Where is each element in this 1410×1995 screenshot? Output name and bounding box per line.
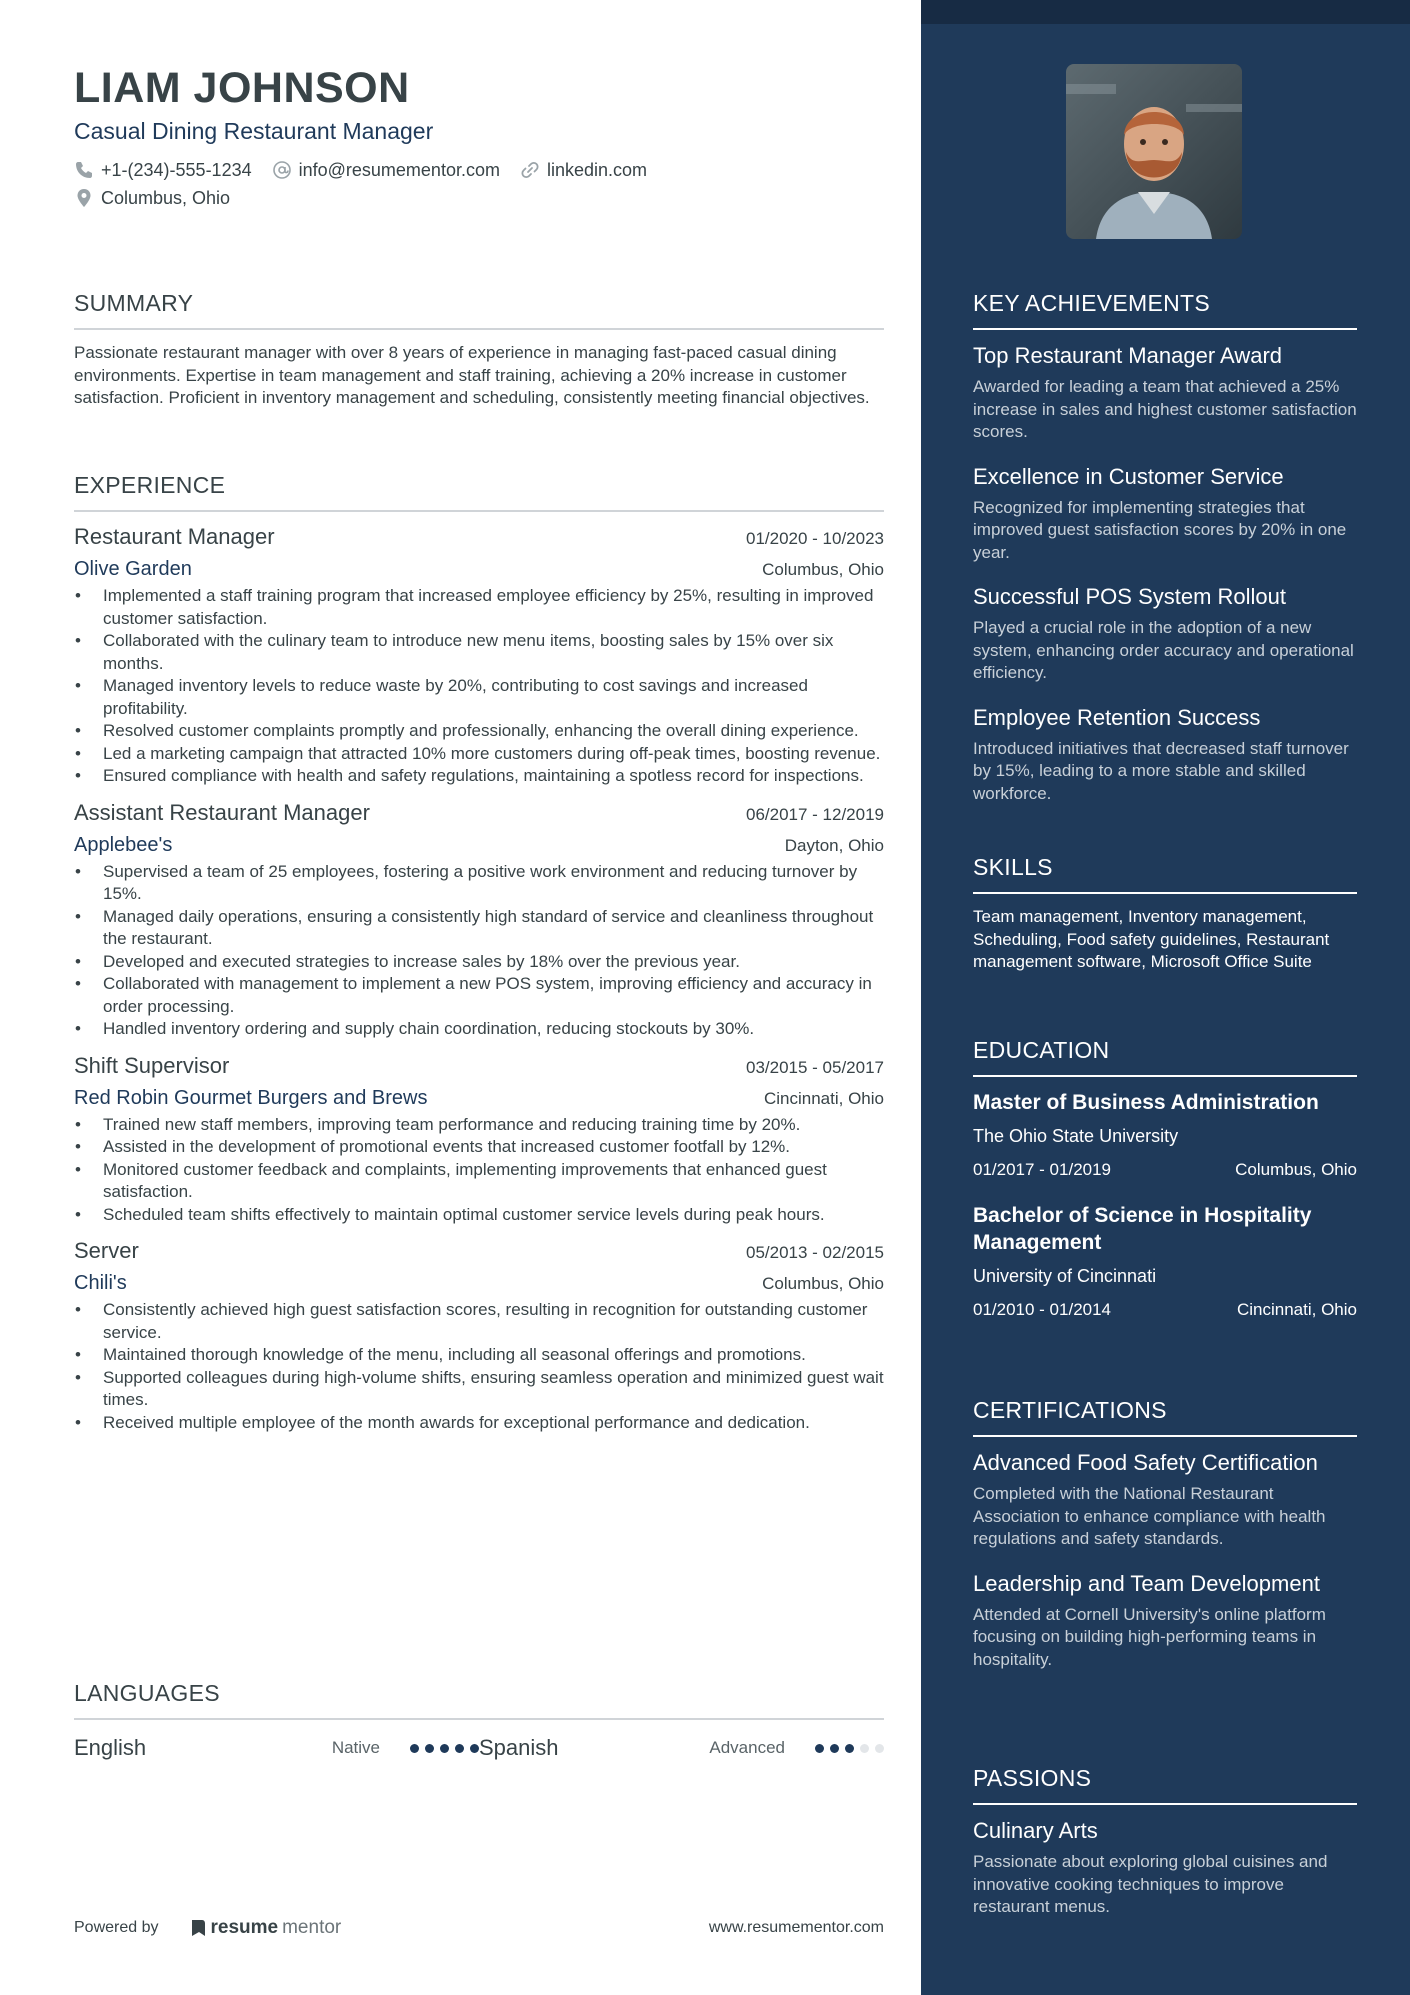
job-bullets	[74, 861, 884, 1041]
languages-section	[74, 1680, 884, 1764]
job-list	[74, 524, 884, 1434]
skills-text: Team management, Inventory management, Scheduling, Food safety guidelines, Restaurant management software, Microsoft Office Suite	[973, 907, 1330, 971]
job-dates: 05/2013 - 02/2015	[745, 1243, 884, 1262]
profile-photo-image	[1066, 64, 1242, 239]
linkedin-text[interactable]: linkedin.com	[546, 159, 648, 180]
rating-dot	[440, 1744, 449, 1753]
certification	[973, 1570, 1357, 1672]
sidebar	[921, 0, 1410, 1995]
certification-title: Advanced Food Safety Certification	[973, 1450, 1318, 1475]
bullet-item: • Trained new staff members, improving team performance and reducing training time by 20%.	[74, 1114, 884, 1137]
contact-info	[74, 160, 884, 216]
passion	[973, 1817, 1357, 1919]
certification-desc: Attended at Cornell University's online platform focusing on building high-performing teams in hospitality.	[973, 1604, 1326, 1669]
phone-text: +1-(234)-555-1234	[101, 159, 252, 180]
contact-linkedin[interactable]	[520, 160, 647, 181]
bullet-item: • Managed daily operations, ensuring a consistently high standard of service and cleanliness throughout the restaurant.	[74, 906, 884, 951]
rating-dot	[845, 1744, 854, 1753]
bullet-item: • Implemented a staff training program that increased employee efficiency by 25%, resulting in improved customer satisfaction.	[74, 585, 884, 630]
job-company: Applebee's	[74, 833, 173, 856]
rating-dot	[425, 1744, 434, 1753]
achievement-title: Successful POS System Rollout	[973, 584, 1287, 609]
education-location: Cincinnati, Ohio	[1236, 1300, 1357, 1319]
email-text[interactable]: info@resumementor.com	[298, 159, 500, 180]
job-entry	[74, 1053, 884, 1227]
education-degree: Master of Business Administration	[973, 1091, 1319, 1114]
job-subheader	[74, 1268, 884, 1299]
at-icon	[272, 160, 292, 180]
profile-photo	[1066, 64, 1242, 239]
passions-heading: PASSIONS	[973, 1765, 1357, 1805]
bullet-item: • Collaborated with management to implement a new POS system, improving efficiency and accuracy in order processing.	[74, 973, 884, 1018]
education-degree: Bachelor of Science in Hospitality Management	[973, 1204, 1312, 1254]
passion-list	[973, 1817, 1357, 1919]
rating-dot	[410, 1744, 419, 1753]
passion-desc: Passionate about exploring global cuisines and innovative cooking techniques to improve restaurant menus.	[973, 1852, 1328, 1916]
job-title: Casual Dining Restaurant Manager	[74, 118, 434, 144]
education-list	[973, 1089, 1357, 1320]
bullet-item: • Maintained thorough knowledge of the menu, including all seasonal offerings and promotions.	[74, 1344, 884, 1367]
skills-heading: SKILLS	[973, 854, 1357, 894]
contact-phone	[74, 160, 252, 181]
achievement-desc: Recognized for implementing strategies that improved guest satisfaction scores by 20% in one year.	[973, 497, 1347, 562]
job-header	[74, 1053, 884, 1083]
certification-title: Leadership and Team Development	[973, 1570, 1320, 1596]
job-subheader	[74, 830, 884, 861]
job-entry	[74, 524, 884, 788]
link-icon	[520, 160, 540, 180]
candidate-name: LIAM JOHNSON	[74, 64, 410, 112]
education-meta	[973, 1300, 1357, 1320]
bullet-item: • Consistently achieved high guest satisfaction scores, resulting in recognition for outstanding customer service.	[74, 1299, 884, 1344]
achievement	[973, 342, 1357, 444]
language-rating	[815, 1744, 884, 1753]
job-location: Cincinnati, Ohio	[763, 1088, 884, 1108]
certification-list	[973, 1449, 1357, 1671]
bullet-item: • Managed inventory levels to reduce waste by 20%, contributing to cost savings and increased profitability.	[74, 675, 884, 720]
certifications-heading: CERTIFICATIONS	[973, 1397, 1357, 1437]
education-school: The Ohio State University	[973, 1126, 1179, 1146]
language-name: Spanish	[479, 1735, 559, 1760]
education-dates: 01/2010 - 01/2014	[973, 1300, 1112, 1319]
achievement	[973, 704, 1357, 806]
job-bullets	[74, 1299, 884, 1434]
certification-desc: Completed with the National Restaurant Association to enhance compliance with health regulations and safety standards.	[973, 1484, 1326, 1548]
education-school: University of Cincinnati	[973, 1266, 1157, 1286]
brand-light: mentor	[282, 1917, 342, 1938]
job-bullets	[74, 585, 884, 788]
achievement-desc: Awarded for leading a team that achieved a 25% increase in sales and highest customer satisfaction scores.	[973, 377, 1357, 441]
job-header	[74, 1238, 884, 1268]
passions-section	[973, 1765, 1357, 1938]
bullet-item: • Supported colleagues during high-volume shifts, ensuring seamless operation and minimized guest wait times.	[74, 1367, 884, 1412]
achievement-desc: Played a crucial role in the adoption of a new system, enhancing order accuracy and operational efficiency.	[973, 618, 1354, 682]
certifications-section	[973, 1397, 1357, 1690]
summary-text: Passionate restaurant manager with over 8 years of experience in managing fast-paced casual dining environments. Expertise in team management and staff training, achieving a 20% increase in customer satisfaction. Proficient in inventory management and scheduling, consistently meeting financial objectives.	[74, 343, 870, 407]
language-item	[479, 1735, 884, 1761]
location-pin-icon	[74, 188, 94, 208]
job-subheader	[74, 1083, 884, 1114]
rating-dot	[860, 1744, 869, 1753]
language-level: Advanced	[709, 1738, 785, 1757]
bullet-item: • Collaborated with the culinary team to introduce new menu items, boosting sales by 15% over six months.	[74, 630, 884, 675]
job-role: Assistant Restaurant Manager	[74, 799, 370, 825]
achievement	[973, 463, 1357, 565]
language-list	[74, 1732, 884, 1764]
summary-section	[74, 290, 884, 410]
education-item	[973, 1089, 1357, 1180]
bullet-item: • Developed and executed strategies to increase sales by 18% over the previous year.	[74, 951, 884, 974]
job-location: Dayton, Ohio	[784, 835, 884, 855]
location-text: Columbus, Ohio	[101, 187, 231, 208]
job-company: Red Robin Gourmet Burgers and Brews	[74, 1086, 428, 1109]
job-company: Chili's	[74, 1272, 127, 1294]
summary-heading: SUMMARY	[74, 290, 884, 330]
job-company: Olive Garden	[74, 558, 192, 580]
job-dates: 06/2017 - 12/2019	[745, 804, 884, 824]
job-role: Server	[74, 1238, 139, 1263]
job-subheader	[74, 554, 884, 585]
education-section	[973, 1037, 1357, 1342]
language-name: English	[74, 1735, 147, 1760]
achievements-section	[973, 290, 1357, 824]
achievement-list	[973, 342, 1357, 805]
job-header	[74, 524, 884, 554]
job-bullets	[74, 1114, 884, 1227]
rating-dot	[815, 1744, 824, 1753]
passion-title: Culinary Arts	[973, 1818, 1098, 1843]
bullet-item: • Scheduled team shifts effectively to maintain optimal customer service levels during peak hours.	[74, 1204, 884, 1227]
education-dates: 01/2017 - 01/2019	[973, 1160, 1112, 1179]
bullet-item: • Led a marketing campaign that attracted 10% more customers during off-peak times, boosting revenue.	[74, 743, 884, 766]
bullet-item: • Handled inventory ordering and supply chain coordination, reducing stockouts by 30%.	[74, 1018, 884, 1041]
job-role: Shift Supervisor	[74, 1052, 230, 1078]
experience-section	[74, 472, 884, 1446]
education-heading: EDUCATION	[973, 1037, 1357, 1077]
achievements-heading: KEY ACHIEVEMENTS	[973, 290, 1357, 330]
bullet-item: • Received multiple employee of the month awards for exceptional performance and dedication.	[74, 1412, 884, 1435]
education-meta	[973, 1160, 1357, 1180]
phone-icon	[74, 160, 94, 180]
skills-section	[973, 854, 1357, 974]
bullet-item: • Ensured compliance with health and safety regulations, maintaining a spotless record for inspections.	[74, 765, 884, 788]
sidebar-top-strip	[921, 0, 1410, 24]
language-rating	[410, 1744, 479, 1753]
language-item	[74, 1735, 479, 1761]
achievement-desc: Introduced initiatives that decreased staff turnover by 15%, leading to a more stable and skilled workforce.	[973, 738, 1349, 803]
job-location: Columbus, Ohio	[762, 1274, 884, 1293]
bullet-item: • Assisted in the development of promotional events that increased customer footfall by 12%.	[74, 1136, 884, 1159]
rating-dot	[875, 1744, 884, 1753]
contact-email[interactable]	[272, 160, 500, 181]
rating-dot	[830, 1744, 839, 1753]
achievement-title: Top Restaurant Manager Award	[973, 343, 1282, 368]
footer	[74, 1917, 884, 1939]
education-location: Columbus, Ohio	[1235, 1160, 1357, 1179]
bullet-item: • Supervised a team of 25 employees, fostering a positive work environment and reducing turnover by 15%.	[74, 861, 884, 906]
brand-bold: resume	[210, 1917, 279, 1938]
job-role: Restaurant Manager	[74, 524, 275, 549]
achievement	[973, 583, 1357, 685]
certification	[973, 1449, 1357, 1551]
job-dates: 03/2015 - 05/2017	[745, 1057, 884, 1077]
job-entry	[74, 1238, 884, 1434]
rating-dot	[455, 1744, 464, 1753]
bullet-item: • Resolved customer complaints promptly and professionally, enhancing the overall dining experience.	[74, 720, 884, 743]
job-entry	[74, 800, 884, 1041]
job-dates: 01/2020 - 10/2023	[745, 529, 884, 548]
resumementor-logo-icon	[189, 1918, 207, 1938]
website-link[interactable]: www.resumementor.com	[708, 1919, 884, 1936]
bullet-item: • Monitored customer feedback and complaints, implementing improvements that enhanced guest satisfaction.	[74, 1159, 884, 1204]
education-item	[973, 1202, 1357, 1320]
powered-by	[74, 1917, 341, 1939]
rating-dot	[470, 1744, 479, 1753]
experience-heading: EXPERIENCE	[74, 472, 884, 512]
job-header	[74, 800, 884, 830]
language-level: Native	[331, 1738, 380, 1757]
achievement-title: Excellence in Customer Service	[973, 463, 1284, 489]
achievement-title: Employee Retention Success	[973, 704, 1261, 730]
contact-location	[74, 188, 230, 209]
powered-by-label: Powered by	[74, 1919, 159, 1936]
brand-logo[interactable]	[189, 1917, 342, 1939]
languages-heading: LANGUAGES	[74, 1680, 884, 1720]
job-location: Columbus, Ohio	[762, 560, 884, 579]
